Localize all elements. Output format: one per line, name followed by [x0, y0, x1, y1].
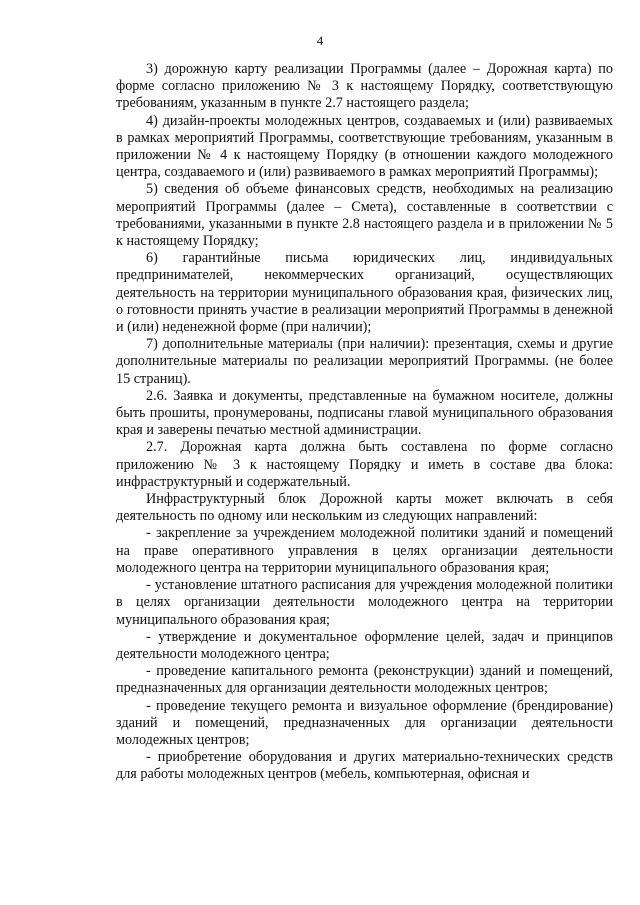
paragraph-2-6: 2.6. Заявка и документы, представленные на бумажном носителе, должны быть прошиты, пронумерованы, подписаны главой муниципального образования края и заверены печатью местной администрации. — [116, 387, 613, 439]
list-item: - закрепление за учреждением молодежной политики зданий и помещений на праве оперативного управления в целях организации деятельности молодежного центра на территории муниципального образования края; — [116, 525, 613, 576]
list-item: - приобретение оборудования и других материально-технических средств для работы молодежных центров (мебель, компьютерная, офисная и — [116, 749, 613, 783]
paragraph-guarantee-letters: 6) гарантийные письма юридических лиц, индивидуальных предпринимателей, некоммерческих организаций, осуществляющих деятельность на территории муниципального образования края, физических лиц, о готовности принять участие в реализации мероприятий Программы в денежной и (или) неденежной форме (при наличии); — [116, 250, 613, 336]
list-item: - установление штатного расписания для учреждения молодежной политики в целях организации деятельности молодежного центра на территории муниципального образования края; — [116, 577, 613, 628]
page-number: 4 — [316, 33, 324, 48]
paragraph-financial-info: 5) сведения об объеме финансовых средств, необходимых на реализацию мероприятий Программы (далее – Смета), составленные в соответствии с требованиями, указанными в пункте 2.8 настоящего раздела и в приложении № 5 к настоящему Порядку; — [116, 181, 613, 250]
paragraph-infrastructure-block: Инфраструктурный блок Дорожной карты может включать в себя деятельность по одному или нескольким из следующих направлений: — [116, 491, 613, 525]
list-item: - утверждение и документальное оформление целей, задач и принципов деятельности молодежного центра; — [116, 628, 613, 662]
paragraph-design-projects: 4) дизайн-проекты молодежных центров, создаваемых и (или) развиваемых в рамках мероприятий Программы, соответствующие требованиям, указанным в приложении № 4 к настоящему Порядку (в отношении каждого молодежного центра, создаваемого и (или) развиваемого в рамках мероприятий Программы); — [116, 112, 613, 181]
paragraph-roadmap: 3) дорожную карту реализации Программы (далее – Дорожная карта) по форме согласно приложению № 3 к настоящему Порядку, соответствующую требованиям, указанным в пункте 2.7 настоящего раздела; — [116, 61, 613, 112]
document-body — [116, 61, 613, 784]
paragraph-additional-materials: 7) дополнительные материалы (при наличии): презентация, схемы и другие дополнительные материалы по реализации мероприятий Программы. (не более 15 страниц). — [116, 336, 613, 387]
list-item: - проведение текущего ремонта и визуальное оформление (брендирование) зданий и помещений, предназначенных для организации деятельности молодежных центров; — [116, 697, 613, 748]
list-item: - проведение капитального ремонта (реконструкции) зданий и помещений, предназначенных для организации деятельности молодежных центров; — [116, 663, 613, 697]
paragraph-2-7: 2.7. Дорожная карта должна быть составлена по форме согласно приложению № 3 к настоящему Порядку и иметь в составе два блока: инфраструктурный и содержательный. — [116, 439, 613, 490]
